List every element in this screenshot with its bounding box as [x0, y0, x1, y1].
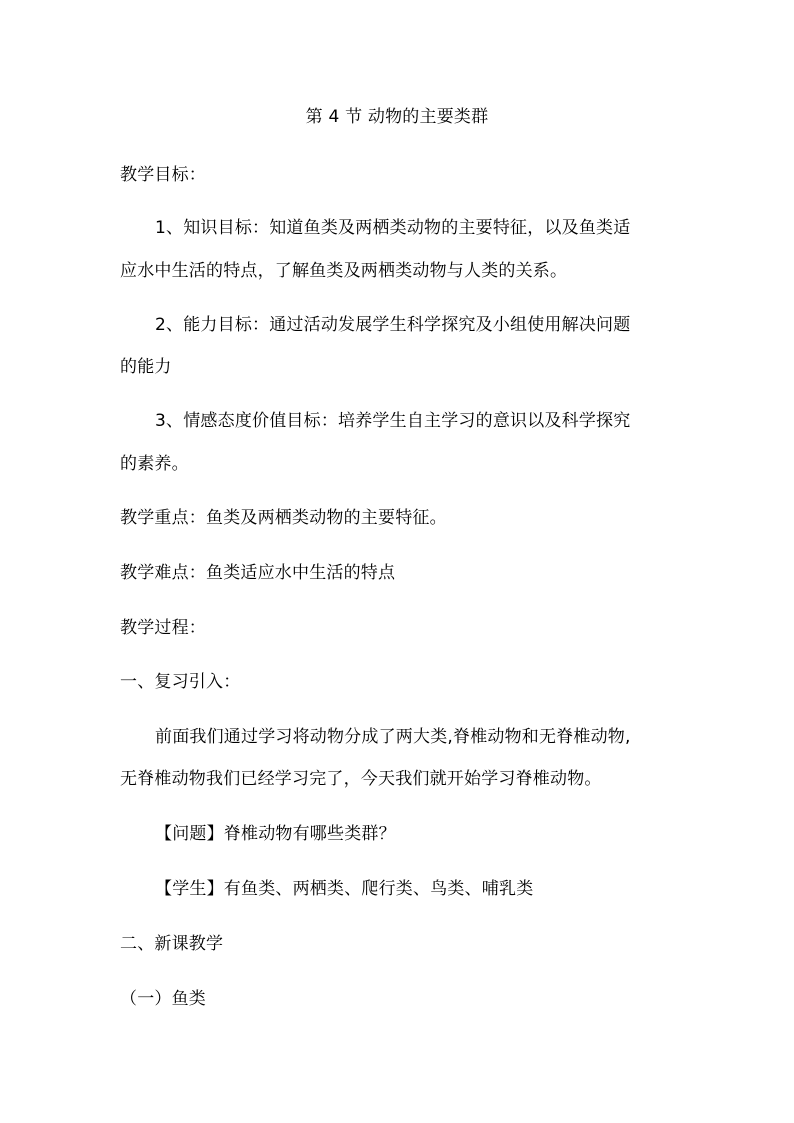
intro-line2: 无脊椎动物我们已经学习完了，今天我们就开始学习脊椎动物。	[120, 769, 602, 789]
goal2-line2: 的能力	[120, 357, 172, 377]
subsection-fish: （一）鱼类	[120, 989, 206, 1009]
process-heading: 教学过程：	[120, 618, 206, 638]
goal3-line1: 3、情感态度价值目标：培养学生自主学习的意识以及科学探究	[155, 411, 631, 431]
page-title: 第 4 节 动物的主要类群	[305, 107, 489, 127]
section-review-intro: 一、复习引入：	[120, 672, 241, 692]
key-point: 教学重点：鱼类及两栖类动物的主要特征。	[120, 508, 447, 528]
student-line: 【学生】有鱼类、两栖类、爬行类、鸟类、哺乳类	[155, 879, 534, 899]
goal1-line1: 1、知识目标：知道鱼类及两栖类动物的主要特征，以及鱼类适	[155, 218, 631, 238]
question-line: 【问题】脊椎动物有哪些类群？	[155, 824, 396, 844]
goal1-line2: 应水中生活的特点，了解鱼类及两栖类动物与人类的关系。	[120, 261, 568, 281]
intro-line1: 前面我们通过学习将动物分成了两大类,脊椎动物和无脊椎动物,	[155, 727, 631, 747]
goal2-line1: 2、能力目标：通过活动发展学生科学探究及小组使用解决问题	[155, 315, 631, 335]
goal3-line2: 的素养。	[120, 454, 189, 474]
goals-heading: 教学目标：	[120, 165, 206, 185]
section-new-lesson: 二、新课教学	[120, 934, 224, 954]
difficulty: 教学难点：鱼类适应水中生活的特点	[120, 563, 396, 583]
